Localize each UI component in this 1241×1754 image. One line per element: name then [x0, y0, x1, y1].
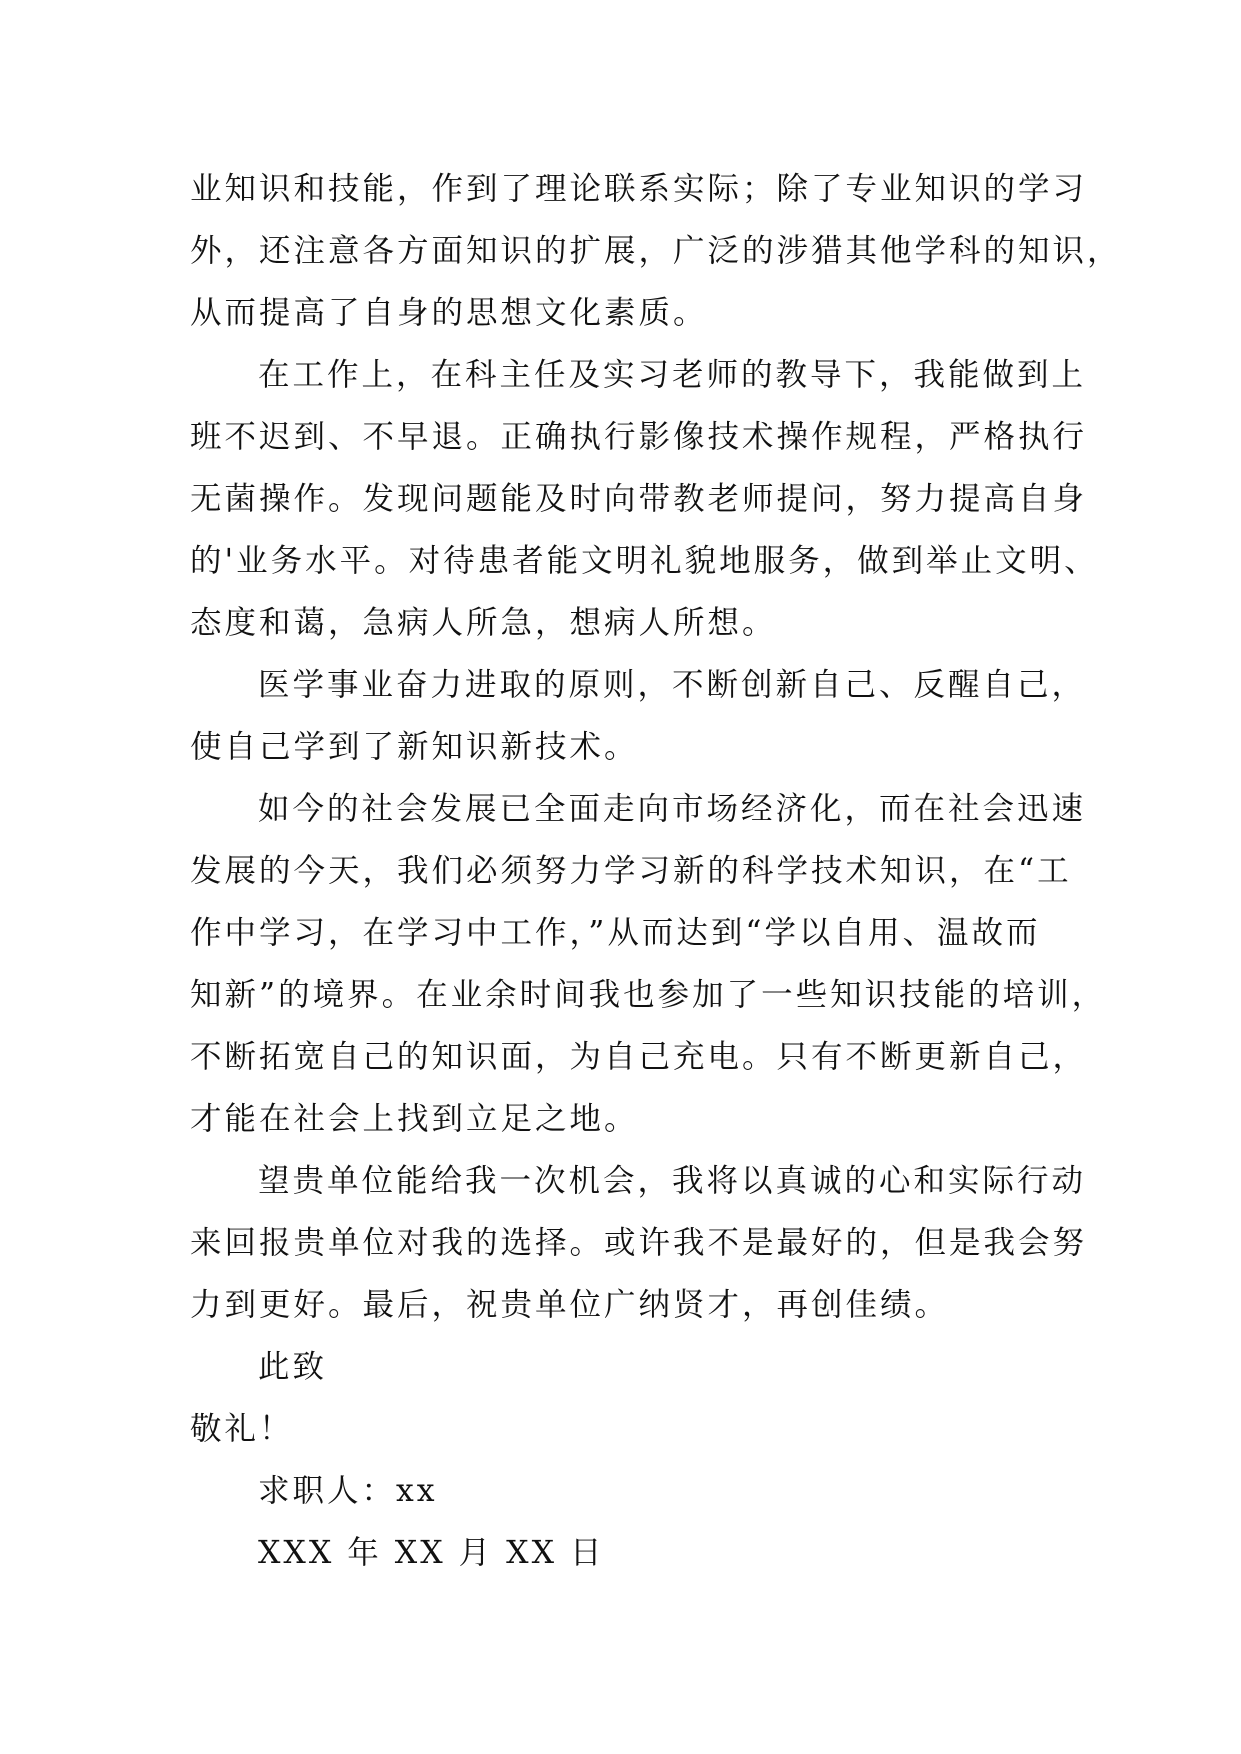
text-line: 无菌操作。发现问题能及时向带教老师提问，努力提高自身	[190, 481, 1088, 517]
text-line: 力到更好。最后，祝贵单位广纳贤才，再创佳绩。	[190, 1287, 950, 1323]
signature-line: 求职人：xx	[258, 1473, 438, 1509]
salutation-line: 敬礼！	[190, 1411, 294, 1447]
text-line: 才能在社会上找到立足之地。	[190, 1101, 639, 1137]
text-line: 态度和蔼，急病人所急，想病人所想。	[190, 605, 777, 641]
paragraph-start-line: 望贵单位能给我一次机会，我将以真诚的心和实际行动	[258, 1163, 1087, 1199]
text-line: 不断拓宽自己的知识面，为自己充电。只有不断更新自己，	[190, 1039, 1088, 1075]
text-line: 业知识和技能，作到了理论联系实际；除了专业知识的学习	[190, 171, 1088, 207]
text-line: 班不迟到、不早退。正确执行影像技术操作规程，严格执行	[190, 419, 1088, 455]
text-line: 的'业务水平。对待患者能文明礼貌地服务，做到举止文明、	[190, 543, 1099, 579]
date-line: XXX 年 XX 月 XX 日	[258, 1535, 605, 1571]
text-line: 外，还注意各方面知识的扩展，广泛的涉猎其他学科的知识，	[190, 233, 1122, 269]
text-line: 发展的今天，我们必须努力学习新的科学技术知识，在“工	[190, 853, 1072, 889]
text-line: 作中学习，在学习中工作，”从而达到“学以自用、温故而	[190, 915, 1041, 951]
text-line: 从而提高了自身的思想文化素质。	[190, 295, 708, 331]
paragraph-start-line: 如今的社会发展已全面走向市场经济化，而在社会迅速	[258, 791, 1087, 827]
text-line: 知新”的境界。在业余时间我也参加了一些知识技能的培训，	[190, 977, 1107, 1013]
paragraph-start-line: 在工作上，在科主任及实习老师的教导下，我能做到上	[258, 357, 1087, 393]
letter-body	[190, 158, 1122, 1584]
text-line: 使自己学到了新知识新技术。	[190, 729, 639, 765]
closing-line: 此致	[258, 1349, 328, 1385]
text-line: 来回报贵单位对我的选择。或许我不是最好的，但是我会努	[190, 1225, 1088, 1261]
paragraph-start-line: 医学事业奋力进取的原则，不断创新自己、反醒自己，	[258, 667, 1087, 703]
